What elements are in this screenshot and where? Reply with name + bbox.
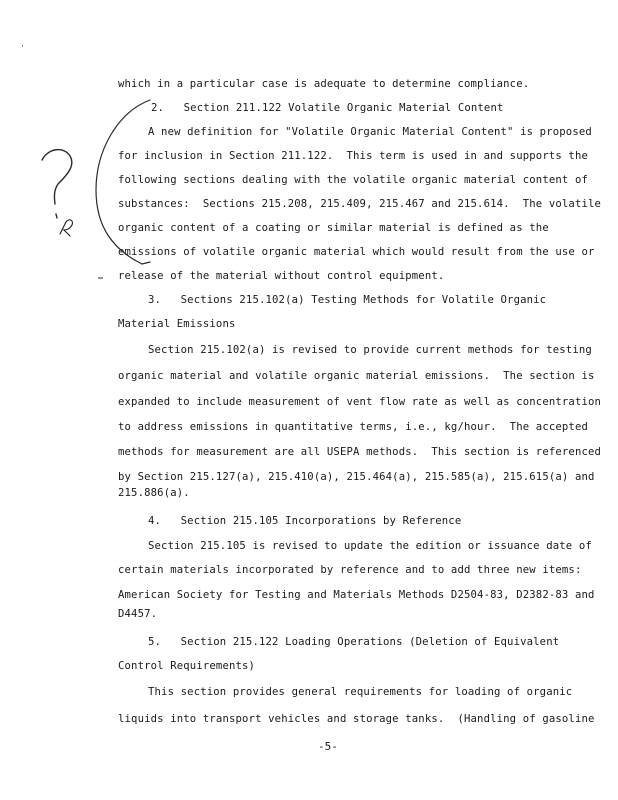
text-line: D4457. [118, 608, 158, 620]
text-line: substances: Sections 215.208, 215.409, 215.467 and 215.614. The volatile [118, 198, 602, 210]
text-line: by Section 215.127(a), 215.410(a), 215.464(a), 215.585(a), 215.615(a) and [118, 471, 595, 483]
text-line: organic material and volatile organic material emissions. The section is [118, 370, 595, 382]
section-heading: 4. Section 215.105 Incorporations by Reference [148, 515, 462, 527]
text-line: liquids into transport vehicles and storage tanks. (Handling of gasoline [118, 713, 595, 725]
text-line: following sections dealing with the volatile organic material content of [118, 174, 589, 186]
text-line: to address emissions in quantitative terms, i.e., kg/hour. The accepted [118, 421, 589, 433]
text-line: expanded to include measurement of vent flow rate as well as concentration [118, 396, 602, 408]
text-line: Section 215.102(a) is revised to provide current methods for testing [148, 344, 592, 356]
page-number: -5- [318, 740, 338, 753]
text-line: American Society for Testing and Materials Methods D2504-83, D2382-83 and [118, 589, 595, 601]
text-line: This section provides general requirements for loading of organic [148, 686, 573, 698]
text-line: 215.886(a). [118, 487, 190, 499]
text-line: organic content of a coating or similar material is defined as the [118, 222, 549, 234]
text-line: emissions of volatile organic material which would result from the use or [118, 246, 595, 258]
text-line: A new definition for "Volatile Organic Material Content" is proposed [148, 126, 592, 138]
text-line: certain materials incorporated by reference and to add three new items: [118, 564, 582, 576]
text-line: Section 215.105 is revised to update the edition or issuance date of [148, 540, 592, 552]
section-heading: Material Emissions [118, 318, 236, 330]
handwritten-r-mark-icon [60, 220, 72, 236]
handwritten-bracket [96, 100, 150, 264]
section-heading: 5. Section 215.122 Loading Operations (Deletion of Equivalent [148, 636, 560, 648]
text-line: for inclusion in Section 211.122. This term is used in and supports the [118, 150, 589, 162]
section-heading: 3. Sections 215.102(a) Testing Methods for Volatile Organic [148, 294, 547, 306]
section-heading: Control Requirements) [118, 660, 256, 672]
text-line: release of the material without control equipment. [118, 270, 445, 282]
section-heading: 2. Section 211.122 Volatile Organic Material Content [151, 102, 504, 114]
text-line: which in a particular case is adequate to determine compliance. [118, 78, 530, 90]
text-line: methods for measurement are all USEPA methods. This section is referenced [118, 446, 602, 458]
handwritten-question-mark-icon [42, 150, 72, 218]
